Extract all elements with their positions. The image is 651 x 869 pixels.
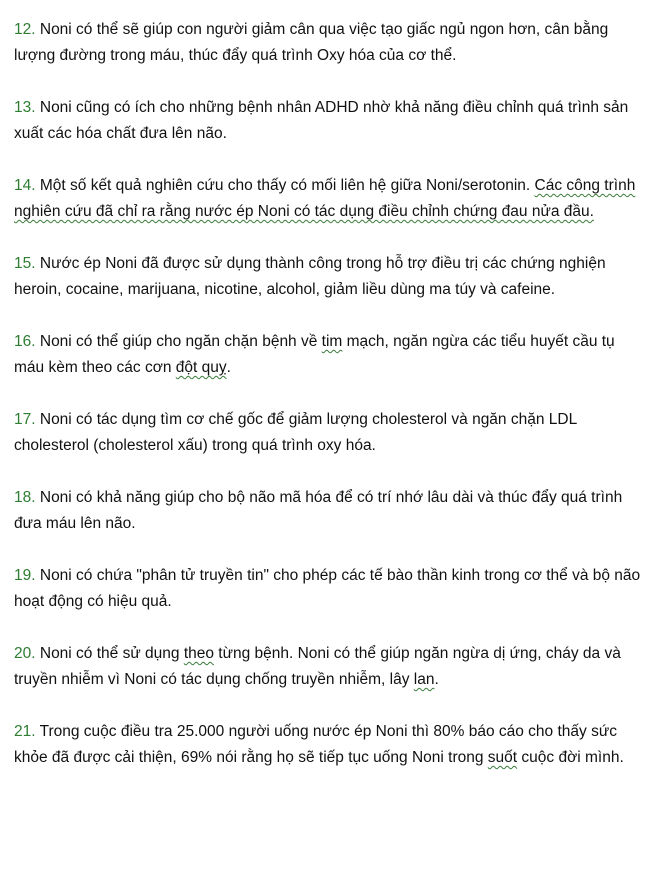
item-text: Nước ép Noni đã được sử dụng thành công trong hỗ trợ điều trị các chứng nghiện heroin, cocaine, marijuana, nicotine, alcohol, giảm liều dùng ma túy và cafeine. <box>14 255 606 298</box>
item-text: Noni có khả năng giúp cho bộ não mã hóa để có trí nhớ lâu dài và thúc đẩy quá trình đưa máu lên não. <box>14 489 623 532</box>
item-number: 18. <box>14 489 36 506</box>
spellcheck-marked-text: theo <box>183 645 214 662</box>
paragraph-item <box>14 173 642 225</box>
item-number: 15. <box>14 255 36 272</box>
item-number: 21. <box>14 723 36 740</box>
paragraph-item <box>14 329 642 381</box>
spellcheck-marked-text: suốt <box>487 749 518 766</box>
item-number: 13. <box>14 99 36 116</box>
item-text: Noni cũng có ích cho những bệnh nhân ADHD nhờ khả năng điều chỉnh quá trình sản xuất các hóa chất đưa lên não. <box>14 99 629 142</box>
item-text: cuộc đời mình. <box>517 749 624 766</box>
item-text: từng bệnh. Noni có thể giúp ngăn ngừa dị ứng, cháy da và truyền nhiễm vì Noni có tác dụng chống truyền nhiễm, lây <box>14 645 621 688</box>
paragraph-item <box>14 641 642 693</box>
item-text: Noni có thể sử dụng <box>35 645 184 662</box>
item-number: 16. <box>14 333 36 350</box>
item-number: 17. <box>14 411 36 428</box>
item-number: 19. <box>14 567 36 584</box>
paragraph-item <box>14 407 642 459</box>
spellcheck-marked-text: lan <box>413 671 435 688</box>
item-text: Một số kết quả nghiên cứu cho thấy có mối liên hệ giữa Noni/serotonin. <box>35 177 535 194</box>
spellcheck-marked-text: Các công trình nghiên cứu đã chỉ ra rằng nước ép Noni có tác dụng điều chỉnh chứng đau nửa đầu. <box>14 177 636 220</box>
document-body <box>14 17 642 797</box>
paragraph-item <box>14 17 642 69</box>
paragraph-item <box>14 95 642 147</box>
spellcheck-marked-text: đột quỵ <box>175 359 227 376</box>
item-text: Noni có tác dụng tìm cơ chế gốc để giảm lượng cholesterol và ngăn chặn LDL cholesterol (cholesterol xấu) trong quá trình oxy hóa. <box>14 411 577 454</box>
paragraph-item <box>14 485 642 537</box>
item-text: Noni có thể sẽ giúp con người giảm cân qua việc tạo giấc ngủ ngon hơn, cân bằng lượng đường trong máu, thúc đẩy quá trình Oxy hóa của cơ thể. <box>14 21 609 64</box>
item-number: 12. <box>14 21 36 38</box>
paragraph-item <box>14 251 642 303</box>
paragraph-item <box>14 563 642 615</box>
item-number: 14. <box>14 177 36 194</box>
item-text: . <box>226 359 231 376</box>
item-text: Noni có chứa "phân tử truyền tin" cho phép các tế bào thần kinh trong cơ thể và bộ não hoạt động có hiệu quả. <box>14 567 641 610</box>
item-number: 20. <box>14 645 36 662</box>
spellcheck-marked-text: tim <box>321 333 343 350</box>
item-text: mạch, ngăn ngừa các tiểu huyết cầu tụ máu kèm theo các cơn <box>14 333 615 376</box>
item-text: Noni có thể giúp cho ngăn chặn bệnh về <box>35 333 322 350</box>
item-text: Trong cuộc điều tra 25.000 người uống nước ép Noni thì 80% báo cáo cho thấy sức khỏe đã được cải thiện, 69% nói rằng họ sẽ tiếp tục uống Noni trong <box>14 723 617 766</box>
paragraph-item <box>14 719 642 771</box>
item-text: . <box>434 671 439 688</box>
